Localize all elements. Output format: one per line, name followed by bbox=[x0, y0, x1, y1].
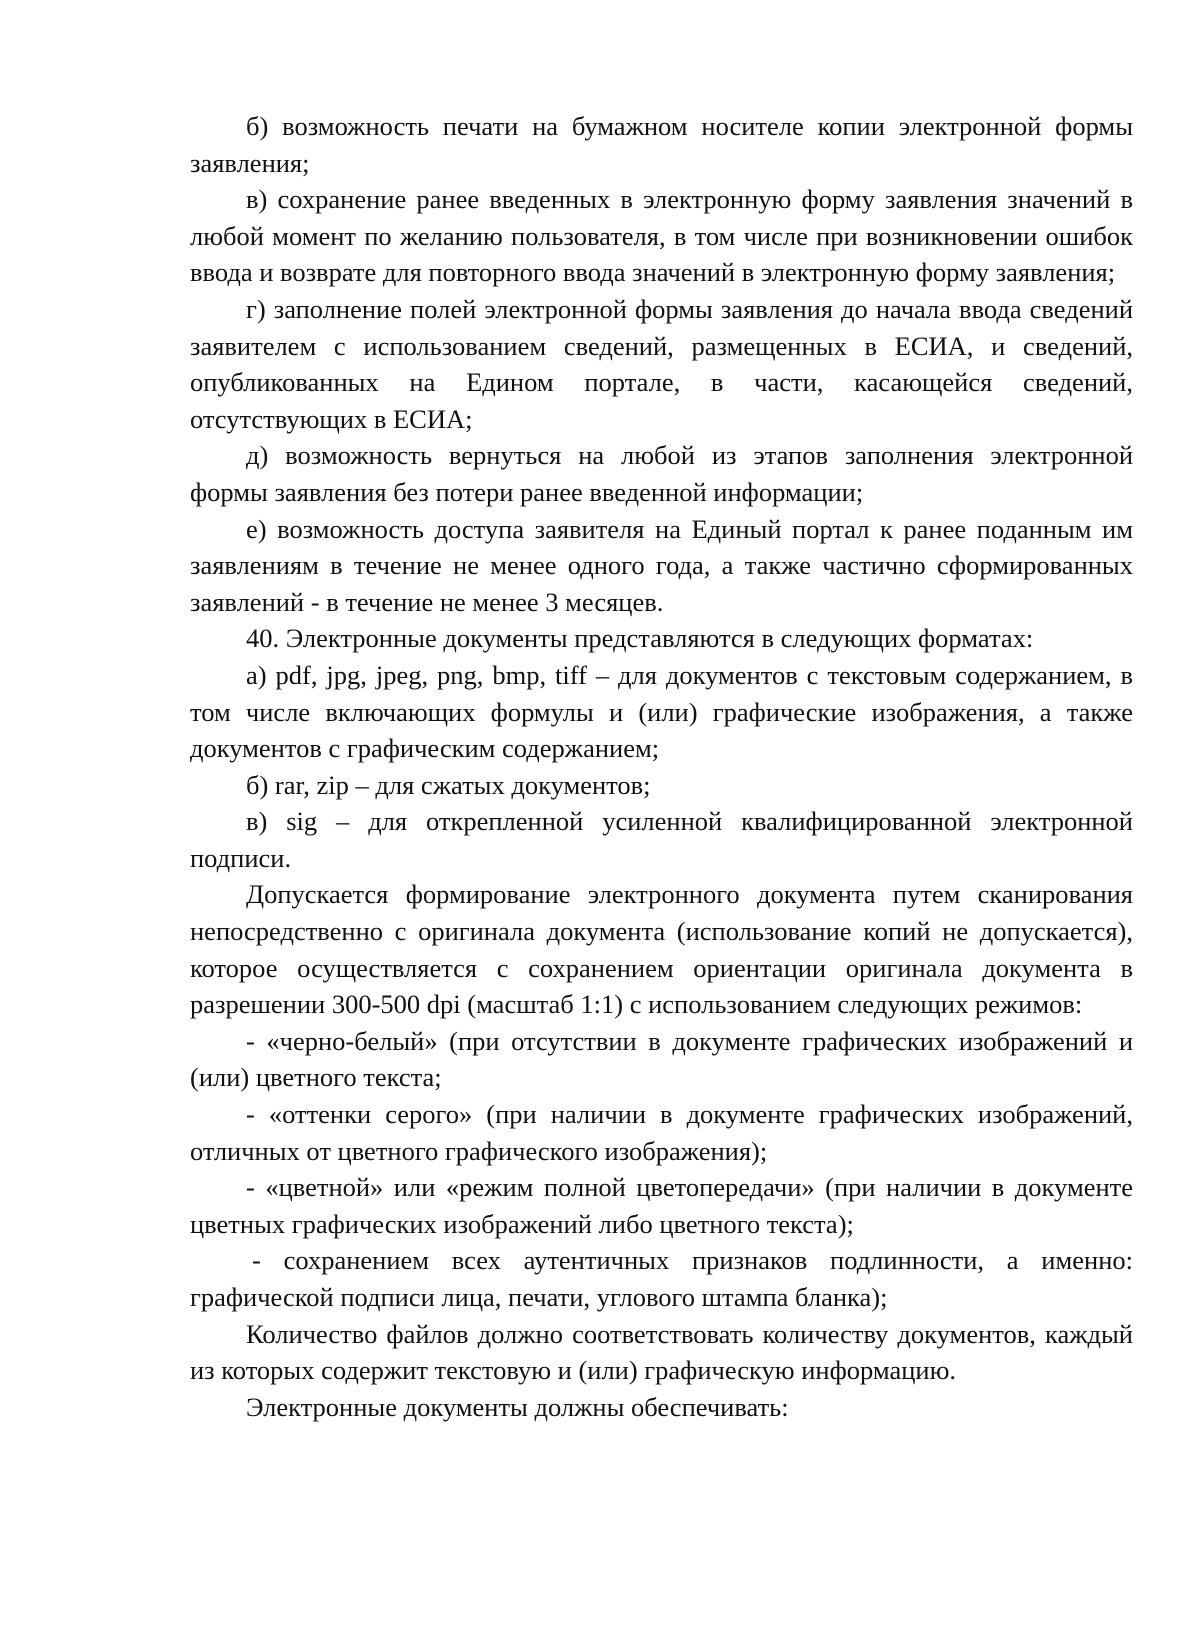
paragraph-mode-gray: - «оттенки серого» (при наличии в документе графических изображений, отличных от цветного графического изображения); bbox=[190, 1099, 1133, 1166]
paragraph-d-return: д) возможность вернуться на любой из этапов заполнения электронной формы заявления без потери ранее введенной информации; bbox=[190, 440, 1133, 507]
paragraph-authenticity: - сохранением всех аутентичных признаков подлинности, а именно: графической подписи лица, печати, углового штампа бланка); bbox=[190, 1245, 1133, 1312]
paragraph-file-count: Количество файлов должно соответствовать количеству документов, каждый из которых содержит текстовую и (или) графическую информацию. bbox=[190, 1318, 1133, 1386]
paragraph-scanning: Допускается формирование электронного документа путем сканирования непосредственно с оригинала документа (использование копий не допускается), которое осуществляется с сохранением ориентации оригинала документа в разрешении 300-500 dpi (масштаб 1:1) с использованием следующих режимов: bbox=[190, 879, 1133, 1020]
paragraph-mode-color: - «цветной» или «режим полной цветопередачи» (при наличии в документе цветных графических изображений либо цветного текста); bbox=[190, 1172, 1133, 1239]
paragraph-a-pdf: а) pdf, jpg, jpeg, png, bmp, tiff – для документов с текстовым содержанием, в том числе включающих формулы и (или) графические изображения, а также документов с графическим содержанием; bbox=[190, 659, 1133, 764]
paragraph-mode-bw: - «черно-белый» (при отсутствии в документе графических изображений и (или) цветного текста; bbox=[190, 1025, 1133, 1093]
paragraph-must-provide: Электронные документы должны обеспечивать: bbox=[246, 1391, 789, 1422]
paragraph-v-save-values: в) сохранение ранее введенных в электронную форму заявления значений в любой момент по желанию пользователя, в том числе при возникновении ошибок ввода и возврате для повторного ввода значений в электронную форму заявления; bbox=[190, 184, 1133, 288]
paragraph-g-prefill: г) заполнение полей электронной формы заявления до начала ввода сведений заявителем с использованием сведений, размещенных в ЕСИА, и сведений, опубликованных на Едином портале, в части, касающейся сведений, отсутствующих в ЕСИА; bbox=[190, 293, 1133, 434]
paragraph-v-sig: в) sig – для открепленной усиленной квалифицированной электронной подписи. bbox=[190, 806, 1133, 873]
paragraph-40-formats: 40. Электронные документы представляются в следующих форматах: bbox=[246, 623, 1034, 654]
paragraph-e-access: е) возможность доступа заявителя на Единый портал к ранее поданным им заявлениям в течение не менее одного года, а также частично сформированных заявлений - в течение не менее 3 месяцев. bbox=[190, 513, 1133, 617]
paragraph-b-print: б) возможность печати на бумажном носителе копии электронной формы заявления; bbox=[190, 111, 1133, 178]
document-body bbox=[190, 108, 1133, 1425]
paragraph-b-rar: б) rar, zip – для сжатых документов; bbox=[246, 769, 651, 800]
